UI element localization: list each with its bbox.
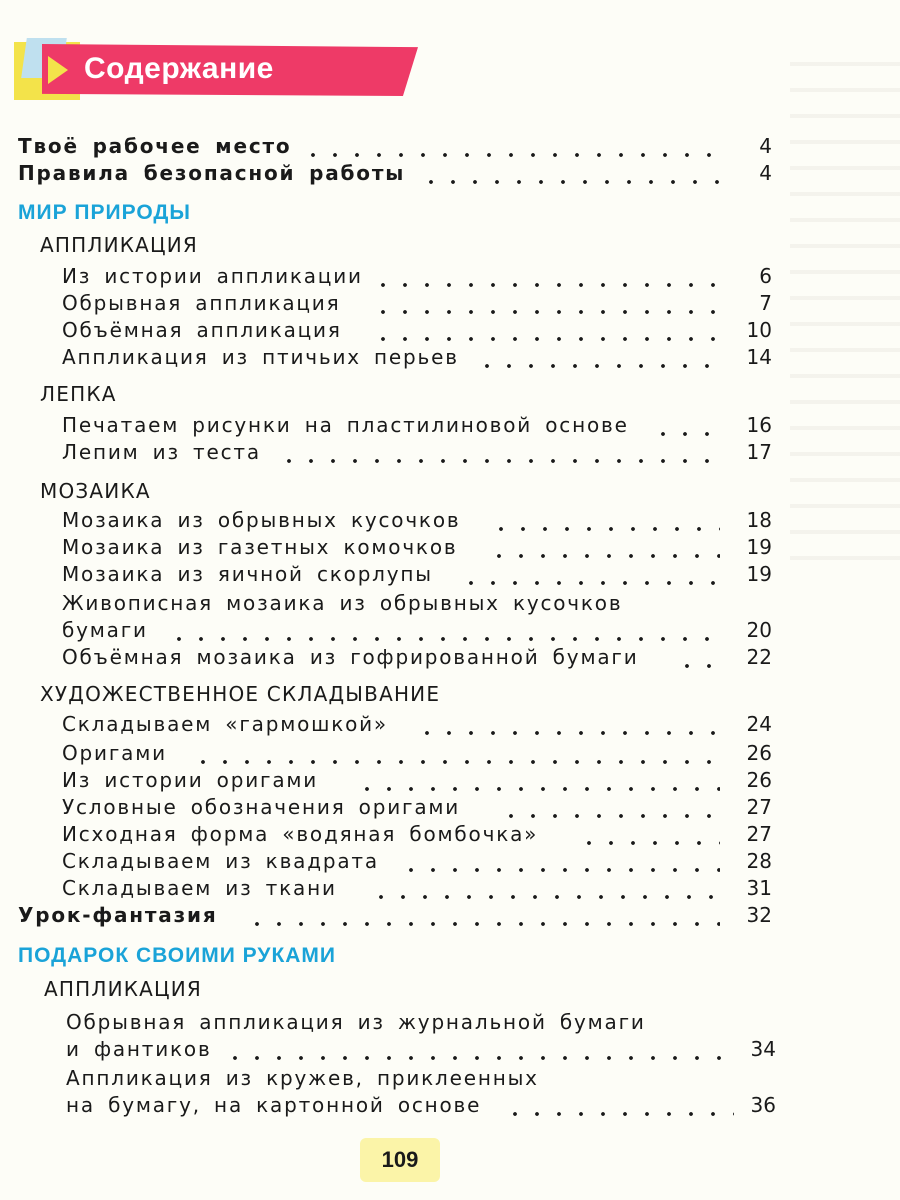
entry-title: Из истории аппликации: [62, 264, 363, 288]
leader-dots: [224, 1055, 734, 1061]
leader-dots: [192, 759, 720, 765]
toc-entry[interactable]: [0, 793, 900, 821]
entry-title-line-1: Аппликация из кружев, приклеенных: [66, 1066, 539, 1090]
entry-page: 27: [746, 822, 772, 846]
entry-page: 26: [746, 741, 772, 765]
entry-title-line-2: на бумагу, на картонной основе: [66, 1093, 482, 1117]
entry-title: Объёмная мозаика из гофрированной бумаги: [62, 645, 639, 669]
leader-dots: [372, 309, 720, 315]
leader-dots: [476, 363, 720, 369]
entry-title: Твоё рабочее место: [18, 134, 292, 158]
toc-entry-continuation[interactable]: [0, 1035, 900, 1063]
entry-title: Объёмная аппликация: [62, 318, 342, 342]
group-heading: ЛЕПКА: [40, 382, 117, 406]
toc-entry[interactable]: [0, 560, 900, 588]
entry-page: 36: [750, 1093, 776, 1117]
leader-dots: [400, 867, 720, 873]
page-number: 109: [360, 1138, 440, 1182]
entry-page: 20: [746, 618, 772, 642]
entry-title: Оригами: [62, 741, 167, 765]
entry-title-line-2: и фантиков: [66, 1037, 212, 1061]
entry-page: 6: [759, 264, 772, 288]
toc-entry[interactable]: [0, 262, 900, 290]
leader-dots: [490, 526, 720, 532]
toc-entry-continuation[interactable]: [0, 616, 900, 644]
entry-page: 19: [746, 562, 772, 586]
entry-page: 22: [746, 645, 772, 669]
leader-dots: [676, 663, 720, 669]
toc-entry[interactable]: [0, 1064, 900, 1092]
leader-dots: [356, 786, 720, 792]
group-heading: ХУДОЖЕСТВЕННОЕ СКЛАДЫВАНИЕ: [40, 682, 441, 706]
page-title: Содержание: [84, 52, 274, 85]
entry-title: Мозаика из газетных комочков: [62, 535, 458, 559]
toc-entry[interactable]: [0, 766, 900, 794]
entry-page: 32: [746, 903, 772, 927]
leader-dots: [246, 921, 720, 927]
toc-entry[interactable]: [0, 533, 900, 561]
entry-title-line-1: Живописная мозаика из обрывных кусочков: [62, 591, 623, 615]
leader-dots: [168, 636, 720, 642]
leader-dots: [500, 813, 720, 819]
toc-entry[interactable]: [0, 411, 900, 439]
entry-title: Условные обозначения оригами: [62, 795, 461, 819]
entry-title: Лепим из теста: [62, 440, 261, 464]
entry-page: 17: [746, 440, 772, 464]
entry-title: Печатаем рисунки на пластилиновой основе: [62, 413, 629, 437]
leader-dots: [420, 179, 720, 185]
toc-entry[interactable]: [0, 159, 900, 187]
leader-dots: [488, 553, 720, 559]
leader-dots: [652, 431, 720, 437]
entry-title: Складываем «гармошкой»: [62, 712, 388, 736]
entry-title: Из истории оригами: [62, 768, 319, 792]
entry-title: Мозаика из обрывных кусочков: [62, 508, 461, 532]
leader-dots: [504, 1111, 734, 1117]
toc-entry[interactable]: [0, 820, 900, 848]
entry-title-line-1: Обрывная аппликация из журнальной бумаги: [66, 1010, 646, 1034]
entry-title: Складываем из ткани: [62, 876, 337, 900]
toc-entry-continuation[interactable]: [0, 1091, 900, 1119]
toc-entry[interactable]: [0, 874, 900, 902]
toc-entry[interactable]: [0, 438, 900, 466]
entry-page: 4: [759, 161, 772, 185]
entry-page: 16: [746, 413, 772, 437]
toc-entry[interactable]: [0, 589, 900, 617]
entry-page: 26: [746, 768, 772, 792]
entry-page: 4: [759, 134, 772, 158]
entry-page: 7: [759, 291, 772, 315]
leader-dots: [578, 840, 720, 846]
toc-entry[interactable]: [0, 739, 900, 767]
entry-page: 24: [746, 712, 772, 736]
entry-page: 18: [746, 508, 772, 532]
entry-title: Складываем из квадрата: [62, 849, 379, 873]
toc-entry[interactable]: [0, 710, 900, 738]
section-heading: ПОДАРОК СВОИМИ РУКАМИ: [18, 944, 337, 967]
entry-page: 14: [746, 345, 772, 369]
section-heading: МИР ПРИРОДЫ: [18, 201, 191, 224]
entry-page: 34: [750, 1037, 776, 1061]
leader-dots: [372, 336, 720, 342]
group-heading: МОЗАИКА: [40, 479, 151, 503]
entry-title: Аппликация из птичьих перьев: [62, 345, 459, 369]
leader-dots: [460, 580, 720, 586]
entry-page: 28: [746, 849, 772, 873]
toc-entry[interactable]: [0, 506, 900, 534]
group-heading: АППЛИКАЦИЯ: [44, 977, 203, 1001]
entry-title: Правила безопасной работы: [18, 161, 406, 185]
toc-entry[interactable]: [0, 901, 900, 929]
entry-title: Мозаика из яичной скорлупы: [62, 562, 433, 586]
toc-entry[interactable]: [0, 847, 900, 875]
toc-entry[interactable]: [0, 343, 900, 371]
entry-page: 19: [746, 535, 772, 559]
group-heading: АППЛИКАЦИЯ: [40, 233, 199, 257]
toc-entry[interactable]: [0, 132, 900, 160]
toc-entry[interactable]: [0, 1008, 900, 1036]
leader-dots: [370, 894, 720, 900]
toc-entry[interactable]: [0, 643, 900, 671]
leader-dots: [416, 730, 720, 736]
leader-dots: [302, 152, 714, 158]
entry-title-line-2: бумаги: [62, 618, 148, 642]
entry-title: Урок-фантазия: [18, 903, 218, 927]
entry-page: 27: [746, 795, 772, 819]
entry-page: 31: [746, 876, 772, 900]
toc-entry[interactable]: [0, 316, 900, 344]
leader-dots: [372, 282, 720, 288]
entry-page: 10: [746, 318, 772, 342]
entry-title: Обрывная аппликация: [62, 291, 341, 315]
toc-entry[interactable]: [0, 289, 900, 317]
entry-title: Исходная форма «водяная бомбочка»: [62, 822, 539, 846]
leader-dots: [278, 458, 720, 464]
